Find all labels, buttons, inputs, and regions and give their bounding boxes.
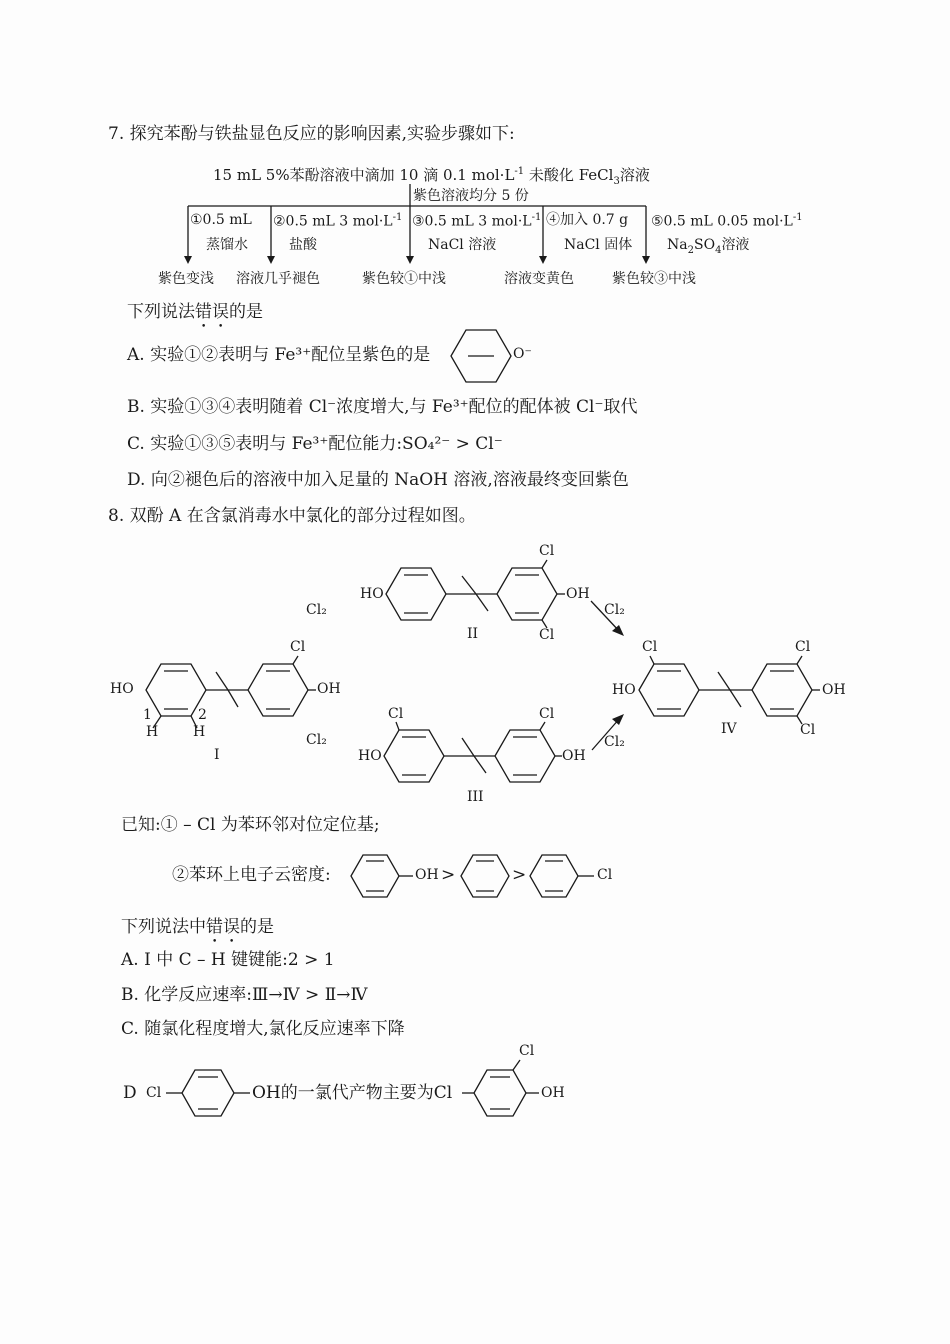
q7-branch-2-reagent: ②0.5 mL 3 $mol\cdot L^{-1}$ <box>273 212 403 230</box>
q8-stem: 8. 双酚 A 在含氯消毒水中氯化的部分过程如图。 <box>108 506 476 526</box>
q7-stem: 7. 探究苯酚与铁盐显色反应的影响因素,实验步骤如下: <box>108 124 515 144</box>
mol3-ho: HO <box>358 748 382 764</box>
q7-option-c: C. 实验①③⑤表明与 Fe³⁺配位能力:SO₄²⁻ > Cl⁻ <box>127 434 503 454</box>
q8-known-1: 已知:① – Cl 为苯环邻对位定位基; <box>121 815 380 835</box>
q7-branch-1-reagent: ①0.5 mL <box>190 212 252 228</box>
q7-option-b: B. 实验①③④表明随着 Cl⁻浓度增大,与 Fe³⁺配位的配体被 Cl⁻取代 <box>127 397 638 417</box>
q7-branch-5-result: 紫色较③中浅 <box>612 271 696 287</box>
mol2-cl-bottom: Cl <box>539 627 555 643</box>
q7-branch-2-reagent-b: 盐酸 <box>289 237 317 253</box>
mol1-ring-right <box>248 664 308 716</box>
reagent-cl2-iii-to-iv: Cl₂ <box>604 734 625 750</box>
q8-option-c: C. 随氯化程度增大,氯化反应速率下降 <box>121 1019 405 1039</box>
q8-known-2-gt2: > <box>512 865 527 885</box>
q8-known-2-oh: OH <box>415 867 439 883</box>
q8-known-2-cl: Cl <box>597 867 613 883</box>
mol1-ho: HO <box>110 681 134 697</box>
mol1-oh: OH <box>317 681 341 697</box>
mol2-oh: OH <box>566 586 590 602</box>
q7-branch-4-reagent: ④加入 0.7 g <box>546 212 629 228</box>
mol2-cl-top: Cl <box>539 543 555 559</box>
mol4-oh: OH <box>822 682 846 698</box>
q8-option-d-product-cl: Cl <box>519 1043 535 1059</box>
q7-branch-1-result: 紫色变浅 <box>158 271 214 287</box>
mol1-label: I <box>214 747 220 763</box>
mol4-label: IV <box>721 721 737 737</box>
q8-option-a: A. Ⅰ 中 C – H 键键能:2 > 1 <box>121 950 335 970</box>
q7-procedure-line2: 紫色溶液均分 5 份 <box>413 188 529 204</box>
mol4-cl-bottom: Cl <box>800 722 816 738</box>
mol4-ho: HO <box>612 682 636 698</box>
q8-option-d-label: D <box>123 1083 137 1103</box>
q8-option-d-text: OH的一氯代产物主要为Cl <box>252 1083 453 1103</box>
q7-branch-2-result: 溶液几乎褪色 <box>236 271 320 287</box>
q7-option-a-phenoxide-o: O⁻ <box>513 346 532 362</box>
q8-question: 下列说法中错误的是 <box>121 917 274 937</box>
mol4-ring-right <box>752 664 812 716</box>
q7-branch-3-result: 紫色较①中浅 <box>362 271 446 287</box>
mol1-num-1: 1 <box>143 707 152 723</box>
q7-question: 下列说法错误的是 <box>127 302 263 322</box>
q7-branch-4-result: 溶液变黄色 <box>504 271 574 287</box>
q7-branch-3-reagent: ③0.5 mL 3 $mol\cdot L^{-1}$ <box>412 212 542 230</box>
mol3-ring-right <box>495 730 555 782</box>
mol2-label: II <box>467 626 479 642</box>
q7-option-a: A. 实验①②表明与 Fe³⁺配位呈紫色的是 <box>127 345 431 365</box>
mol3-cl-right: Cl <box>539 706 555 722</box>
mol3-oh: OH <box>562 748 586 764</box>
arrow-ii-to-iv <box>591 601 620 632</box>
mol1-h1: H <box>146 724 159 740</box>
mol1-h2: H <box>193 724 206 740</box>
mol4-cl-top: Cl <box>795 639 811 655</box>
q7-branch-1-reagent-b: 蒸馏水 <box>206 237 248 253</box>
mol3-label: III <box>467 789 484 805</box>
q8-option-d-cl: Cl <box>146 1085 162 1101</box>
mol2-ho: HO <box>360 586 384 602</box>
reagent-cl2-upper: Cl₂ <box>306 602 327 618</box>
arrow-iii-to-iv <box>592 718 620 750</box>
q8-option-b: B. 化学反应速率:Ⅲ→Ⅳ > Ⅱ→Ⅳ <box>121 985 368 1005</box>
mol1-cl: Cl <box>290 639 306 655</box>
reagent-cl2-lower: Cl₂ <box>306 732 327 748</box>
q8-known-2-gt1: > <box>441 865 456 885</box>
mol3-cl-left: Cl <box>388 706 404 722</box>
mol2-ring-left <box>386 568 446 620</box>
q8-known-2-label: ②苯环上电子云密度: <box>172 865 331 885</box>
q7-branch-5-reagent-b: $Na_2SO_4$溶液 <box>667 237 750 256</box>
mol4-cl-left: Cl <box>642 639 658 655</box>
mol2-ring-right <box>497 568 557 620</box>
q8-option-d-product-oh: OH <box>541 1085 565 1101</box>
mol3-ring-left <box>384 730 444 782</box>
q7-branch-3-reagent-b: NaCl 溶液 <box>428 237 497 253</box>
q7-branch-4-reagent-b: NaCl 固体 <box>564 237 633 253</box>
q7-branch-5-reagent: ⑤0.5 mL 0.05 $mol\cdot L^{-1}$ <box>651 212 803 230</box>
mol4-ring-left <box>639 664 699 716</box>
mol1-ring-left <box>146 664 206 716</box>
reagent-cl2-ii-to-iv: Cl₂ <box>604 602 625 618</box>
q7-option-d: D. 向②褪色后的溶液中加入足量的 NaOH 溶液,溶液最终变回紫色 <box>127 470 629 490</box>
q7-procedure-line1: 15 mL 5%苯酚溶液中滴加 10 滴 0.1 $mol\cdot L^{-1}$ 未酸化 FeCl$_3$溶液 <box>213 166 650 187</box>
mol1-num-2: 2 <box>198 707 207 723</box>
